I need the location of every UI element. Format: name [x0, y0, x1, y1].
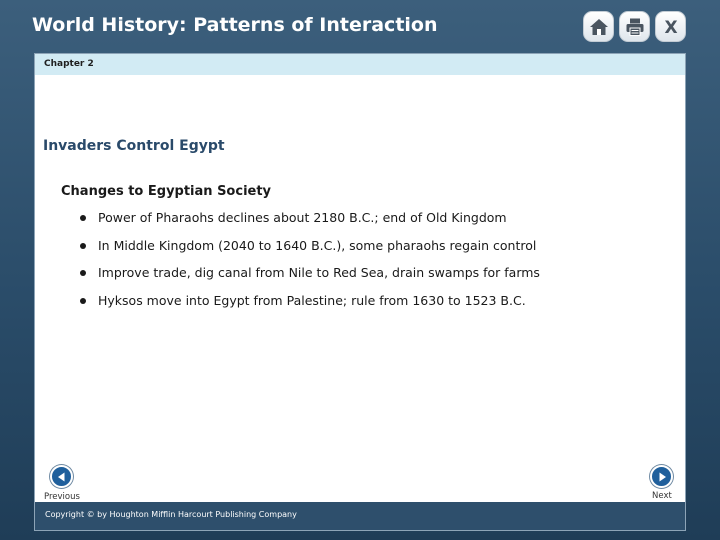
close-button[interactable] — [655, 11, 686, 42]
bullet-item — [73, 293, 540, 321]
bullet-text: Power of Pharaohs declines about 2180 B.C.; end of Old Kingdom — [98, 210, 507, 225]
bullet-text: Hyksos move into Egypt from Palestine; rule from 1630 to 1523 B.C. — [98, 292, 526, 308]
app-title: World History: Patterns of Interaction — [32, 14, 438, 36]
bullet-dot — [80, 243, 86, 249]
chapter-label: Chapter 2 — [44, 59, 94, 69]
home-icon — [589, 17, 609, 37]
slide-heading: Invaders Control Egypt — [43, 138, 225, 154]
previous-label[interactable]: Previous — [44, 492, 80, 502]
bullet-text: Improve trade, dig canal from Nile to Red Sea, drain swamps for farms — [98, 265, 540, 280]
close-icon — [661, 17, 681, 37]
print-button[interactable] — [619, 11, 650, 42]
arrow-left-icon — [56, 471, 68, 483]
previous-button[interactable] — [50, 465, 73, 488]
bullet-dot — [80, 298, 86, 304]
home-button[interactable] — [583, 11, 614, 42]
print-icon — [625, 17, 645, 37]
close-glyph: X — [663, 17, 678, 37]
bullet-item — [73, 265, 540, 293]
footer-bar — [35, 502, 685, 530]
slide-frame — [34, 53, 686, 531]
slide-subheading: Changes to Egyptian Society — [61, 184, 272, 199]
next-label[interactable]: Next — [652, 491, 672, 501]
bullet-dot — [80, 215, 86, 221]
bullet-item — [73, 210, 540, 238]
bullet-dot — [80, 270, 86, 276]
arrow-right-icon — [656, 471, 668, 483]
next-button[interactable] — [650, 465, 673, 488]
bullet-list — [73, 210, 540, 320]
copyright-text: Copyright © by Houghton Mifflin Harcourt Publishing Company — [45, 510, 297, 519]
chapter-bar — [35, 54, 685, 75]
toolbar — [583, 11, 686, 42]
bullet-text: In Middle Kingdom (2040 to 1640 B.C.), some pharaohs regain control — [98, 237, 537, 253]
bullet-item — [73, 238, 540, 266]
